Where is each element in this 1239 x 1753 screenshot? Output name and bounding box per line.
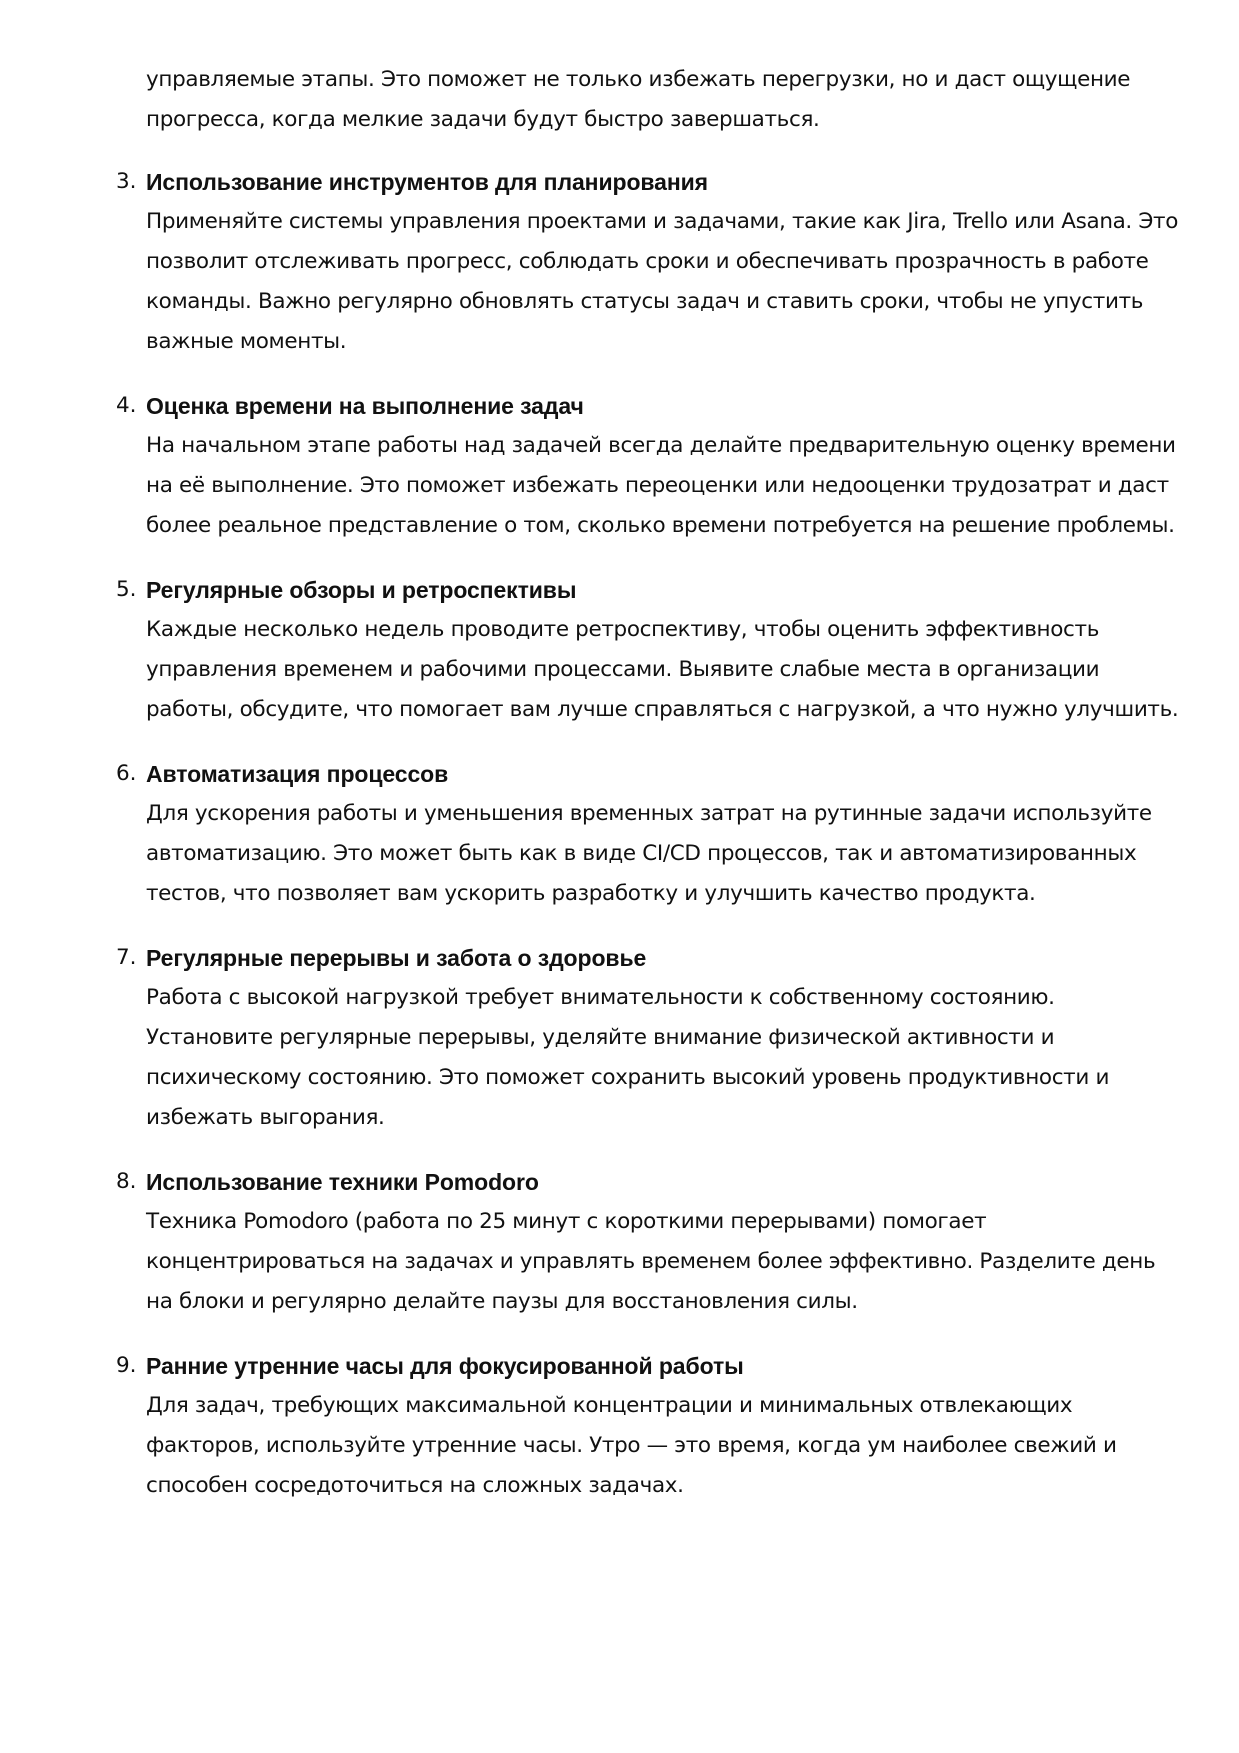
item-number: 7. [116,945,137,970]
item-number: 5. [116,577,137,602]
item-title: Использование техники Pomodoro [146,1169,539,1195]
item-text: Применяйте системы управления проектами и задачами, такие как Jira, Trello или Asana. Это позволит отслеживать прогресс, соблюдать сроки и обеспечивать прозрачность в работе команды. Важно регулярно обновлять статусы задач и ставить сроки, чтобы не упустить важные моменты. [146,209,1179,354]
item-number: 6. [116,761,137,786]
item-title: Регулярные обзоры и ретроспективы [146,577,577,603]
item-text: Каждые несколько недель проводите ретроспективу, чтобы оценить эффективность управления временем и рабочими процессами. Выявите слабые места в организации работы, обсудите, что помогает вам лучше справляться с нагрузкой, а что нужно улучшить. [146,617,1179,722]
item-title: Автоматизация процессов [146,761,449,787]
list-item [0,938,1186,1138]
item-number: 8. [116,1169,137,1194]
list-item [0,754,1186,914]
list-item [0,162,1186,362]
numbered-list [0,162,1239,1530]
list-item [0,1162,1186,1322]
item-title: Регулярные перерывы и забота о здоровье [146,945,647,971]
item-number: 3. [116,169,137,194]
list-item [0,1346,1186,1506]
item-number: 4. [116,393,137,418]
item-text: Для задач, требующих максимальной концентрации и минимальных отвлекающих факторов, используйте утренние часы. Утро — это время, когда ум наиболее свежий и способен сосредоточиться на сложных задачах. [146,1393,1117,1498]
item-text: Для ускорения работы и уменьшения временных затрат на рутинные задачи используйте автоматизацию. Это может быть как в виде CI/CD процессов, так и автоматизированных тестов, что позволяет вам ускорить разработку и улучшить качество продукта. [146,801,1152,906]
item-title: Оценка времени на выполнение задач [146,393,584,419]
item-text: На начальном этапе работы над задачей всегда делайте предварительную оценку времени на её выполнение. Это поможет избежать переоценки или недооценки трудозатрат и даст более реальное представление о том, сколько времени потребуется на решение проблемы. [146,433,1176,538]
item-title: Ранние утренние часы для фокусированной работы [146,1353,744,1379]
item-text: Техника Pomodoro (работа по 25 минут с короткими перерывами) помогает концентрироваться на задачах и управлять временем более эффективно. Разделите день на блоки и регулярно делайте паузы для восстановления силы. [146,1209,1156,1314]
continuation-paragraph: управляемые этапы. Это поможет не только избежать перегрузки, но и даст ощущение прогресса, когда мелкие задачи будут быстро завершаться. [146,67,1131,132]
item-text: Работа с высокой нагрузкой требует внимательности к собственному состоянию. Установите регулярные перерывы, уделяйте внимание физической активности и психическому состоянию. Это поможет сохранить высокий уровень продуктивности и избежать выгорания. [146,985,1110,1130]
item-number: 9. [116,1353,137,1378]
item-title: Использование инструментов для планирования [146,169,708,195]
list-item [0,386,1186,546]
list-item [0,570,1186,730]
